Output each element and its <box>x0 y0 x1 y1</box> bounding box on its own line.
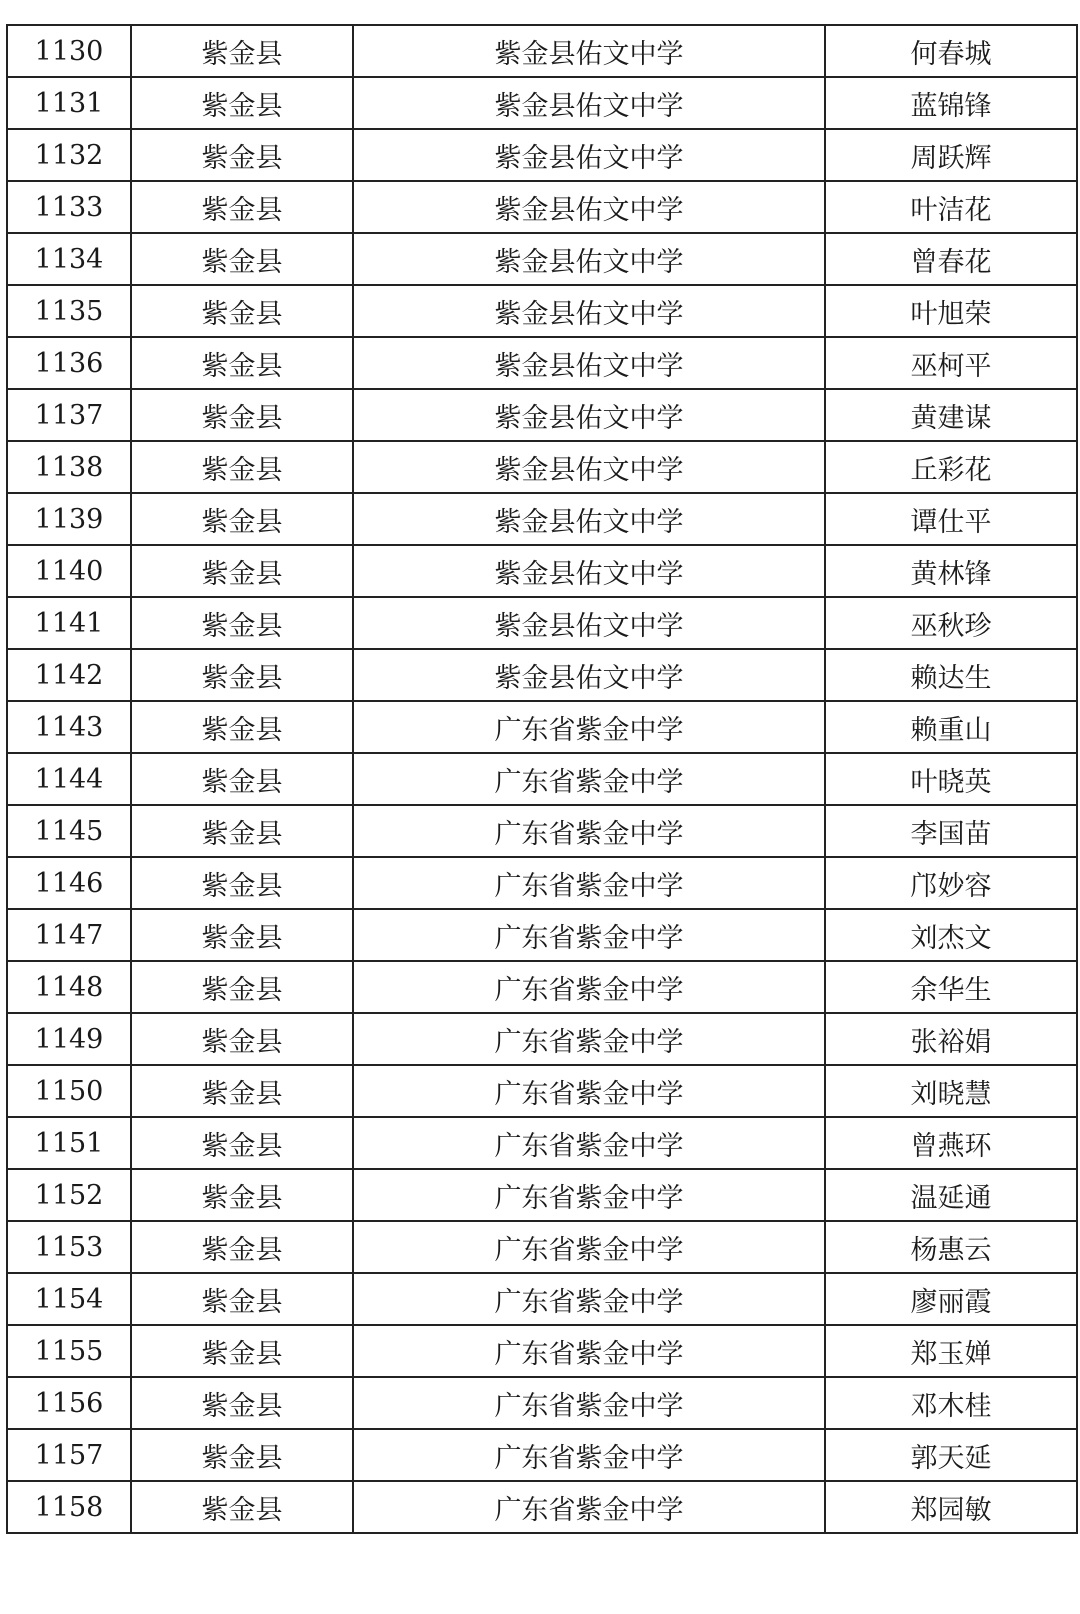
person-name-cell: 赖达生 <box>825 649 1077 701</box>
document-page <box>6 24 1078 1534</box>
table-row <box>7 1429 1077 1481</box>
school-cell: 紫金县佑文中学 <box>353 129 825 181</box>
row-number-cell: 1139 <box>7 493 131 545</box>
row-number-cell: 1131 <box>7 77 131 129</box>
county-cell: 紫金县 <box>131 1429 353 1481</box>
table-row <box>7 1221 1077 1273</box>
school-cell: 紫金县佑文中学 <box>353 597 825 649</box>
county-cell: 紫金县 <box>131 909 353 961</box>
county-cell: 紫金县 <box>131 1065 353 1117</box>
person-name-cell: 邝妙容 <box>825 857 1077 909</box>
school-cell: 紫金县佑文中学 <box>353 285 825 337</box>
table-row <box>7 493 1077 545</box>
person-name-cell: 黄林锋 <box>825 545 1077 597</box>
row-number-cell: 1145 <box>7 805 131 857</box>
row-number-cell: 1142 <box>7 649 131 701</box>
person-name-cell: 叶洁花 <box>825 181 1077 233</box>
table-row <box>7 545 1077 597</box>
county-cell: 紫金县 <box>131 1377 353 1429</box>
person-name-cell: 叶旭荣 <box>825 285 1077 337</box>
school-cell: 紫金县佑文中学 <box>353 545 825 597</box>
county-cell: 紫金县 <box>131 649 353 701</box>
row-number-cell: 1138 <box>7 441 131 493</box>
school-cell: 紫金县佑文中学 <box>353 77 825 129</box>
table-row <box>7 1013 1077 1065</box>
county-cell: 紫金县 <box>131 1169 353 1221</box>
school-cell: 紫金县佑文中学 <box>353 233 825 285</box>
school-cell: 广东省紫金中学 <box>353 961 825 1013</box>
row-number-cell: 1158 <box>7 1481 131 1533</box>
school-cell: 紫金县佑文中学 <box>353 649 825 701</box>
table-row <box>7 1169 1077 1221</box>
table-row <box>7 441 1077 493</box>
person-name-cell: 郑园敏 <box>825 1481 1077 1533</box>
person-name-cell: 郑玉婵 <box>825 1325 1077 1377</box>
person-name-cell: 曾燕环 <box>825 1117 1077 1169</box>
row-number-cell: 1151 <box>7 1117 131 1169</box>
county-cell: 紫金县 <box>131 545 353 597</box>
table-row <box>7 1117 1077 1169</box>
county-cell: 紫金县 <box>131 597 353 649</box>
county-cell: 紫金县 <box>131 701 353 753</box>
person-name-cell: 余华生 <box>825 961 1077 1013</box>
row-number-cell: 1137 <box>7 389 131 441</box>
school-cell: 紫金县佑文中学 <box>353 389 825 441</box>
county-cell: 紫金县 <box>131 1117 353 1169</box>
school-cell: 紫金县佑文中学 <box>353 441 825 493</box>
school-cell: 紫金县佑文中学 <box>353 181 825 233</box>
table-row <box>7 597 1077 649</box>
school-cell: 广东省紫金中学 <box>353 753 825 805</box>
row-number-cell: 1130 <box>7 25 131 77</box>
person-name-cell: 巫柯平 <box>825 337 1077 389</box>
county-cell: 紫金县 <box>131 389 353 441</box>
row-number-cell: 1152 <box>7 1169 131 1221</box>
county-cell: 紫金县 <box>131 1221 353 1273</box>
roster-table-body <box>7 25 1077 1533</box>
county-cell: 紫金县 <box>131 1481 353 1533</box>
row-number-cell: 1148 <box>7 961 131 1013</box>
table-row <box>7 753 1077 805</box>
person-name-cell: 张裕娟 <box>825 1013 1077 1065</box>
school-cell: 广东省紫金中学 <box>353 1221 825 1273</box>
school-cell: 广东省紫金中学 <box>353 1117 825 1169</box>
school-cell: 紫金县佑文中学 <box>353 493 825 545</box>
county-cell: 紫金县 <box>131 1013 353 1065</box>
person-name-cell: 邓木桂 <box>825 1377 1077 1429</box>
school-cell: 广东省紫金中学 <box>353 1013 825 1065</box>
county-cell: 紫金县 <box>131 285 353 337</box>
table-row <box>7 77 1077 129</box>
table-row <box>7 181 1077 233</box>
row-number-cell: 1140 <box>7 545 131 597</box>
row-number-cell: 1147 <box>7 909 131 961</box>
school-cell: 广东省紫金中学 <box>353 1169 825 1221</box>
row-number-cell: 1144 <box>7 753 131 805</box>
person-name-cell: 温延通 <box>825 1169 1077 1221</box>
county-cell: 紫金县 <box>131 857 353 909</box>
county-cell: 紫金县 <box>131 1273 353 1325</box>
county-cell: 紫金县 <box>131 441 353 493</box>
row-number-cell: 1156 <box>7 1377 131 1429</box>
county-cell: 紫金县 <box>131 129 353 181</box>
table-row <box>7 805 1077 857</box>
row-number-cell: 1133 <box>7 181 131 233</box>
table-row <box>7 337 1077 389</box>
table-row <box>7 909 1077 961</box>
table-row <box>7 1481 1077 1533</box>
school-cell: 广东省紫金中学 <box>353 1325 825 1377</box>
table-row <box>7 233 1077 285</box>
row-number-cell: 1136 <box>7 337 131 389</box>
school-cell: 广东省紫金中学 <box>353 701 825 753</box>
school-cell: 广东省紫金中学 <box>353 1429 825 1481</box>
row-number-cell: 1154 <box>7 1273 131 1325</box>
row-number-cell: 1150 <box>7 1065 131 1117</box>
person-name-cell: 巫秋珍 <box>825 597 1077 649</box>
table-row <box>7 389 1077 441</box>
row-number-cell: 1157 <box>7 1429 131 1481</box>
row-number-cell: 1153 <box>7 1221 131 1273</box>
county-cell: 紫金县 <box>131 753 353 805</box>
table-row <box>7 649 1077 701</box>
county-cell: 紫金县 <box>131 25 353 77</box>
county-cell: 紫金县 <box>131 181 353 233</box>
table-row <box>7 129 1077 181</box>
school-cell: 紫金县佑文中学 <box>353 25 825 77</box>
person-name-cell: 刘晓慧 <box>825 1065 1077 1117</box>
person-name-cell: 谭仕平 <box>825 493 1077 545</box>
school-cell: 广东省紫金中学 <box>353 1065 825 1117</box>
roster-table <box>6 24 1078 1534</box>
person-name-cell: 蓝锦锋 <box>825 77 1077 129</box>
school-cell: 广东省紫金中学 <box>353 1273 825 1325</box>
table-row <box>7 1377 1077 1429</box>
county-cell: 紫金县 <box>131 493 353 545</box>
row-number-cell: 1134 <box>7 233 131 285</box>
table-row <box>7 1273 1077 1325</box>
table-row <box>7 701 1077 753</box>
school-cell: 广东省紫金中学 <box>353 805 825 857</box>
county-cell: 紫金县 <box>131 77 353 129</box>
table-row <box>7 25 1077 77</box>
row-number-cell: 1149 <box>7 1013 131 1065</box>
person-name-cell: 周跃辉 <box>825 129 1077 181</box>
county-cell: 紫金县 <box>131 961 353 1013</box>
county-cell: 紫金县 <box>131 805 353 857</box>
county-cell: 紫金县 <box>131 337 353 389</box>
person-name-cell: 刘杰文 <box>825 909 1077 961</box>
row-number-cell: 1146 <box>7 857 131 909</box>
table-row <box>7 857 1077 909</box>
person-name-cell: 郭天延 <box>825 1429 1077 1481</box>
table-row <box>7 961 1077 1013</box>
county-cell: 紫金县 <box>131 1325 353 1377</box>
person-name-cell: 廖丽霞 <box>825 1273 1077 1325</box>
table-row <box>7 285 1077 337</box>
row-number-cell: 1155 <box>7 1325 131 1377</box>
school-cell: 广东省紫金中学 <box>353 1377 825 1429</box>
row-number-cell: 1132 <box>7 129 131 181</box>
person-name-cell: 赖重山 <box>825 701 1077 753</box>
person-name-cell: 曾春花 <box>825 233 1077 285</box>
row-number-cell: 1143 <box>7 701 131 753</box>
person-name-cell: 李国苗 <box>825 805 1077 857</box>
county-cell: 紫金县 <box>131 233 353 285</box>
person-name-cell: 杨惠云 <box>825 1221 1077 1273</box>
table-row <box>7 1325 1077 1377</box>
school-cell: 广东省紫金中学 <box>353 1481 825 1533</box>
person-name-cell: 叶晓英 <box>825 753 1077 805</box>
person-name-cell: 何春城 <box>825 25 1077 77</box>
person-name-cell: 丘彩花 <box>825 441 1077 493</box>
school-cell: 广东省紫金中学 <box>353 909 825 961</box>
row-number-cell: 1135 <box>7 285 131 337</box>
school-cell: 广东省紫金中学 <box>353 857 825 909</box>
row-number-cell: 1141 <box>7 597 131 649</box>
school-cell: 紫金县佑文中学 <box>353 337 825 389</box>
table-row <box>7 1065 1077 1117</box>
person-name-cell: 黄建谋 <box>825 389 1077 441</box>
